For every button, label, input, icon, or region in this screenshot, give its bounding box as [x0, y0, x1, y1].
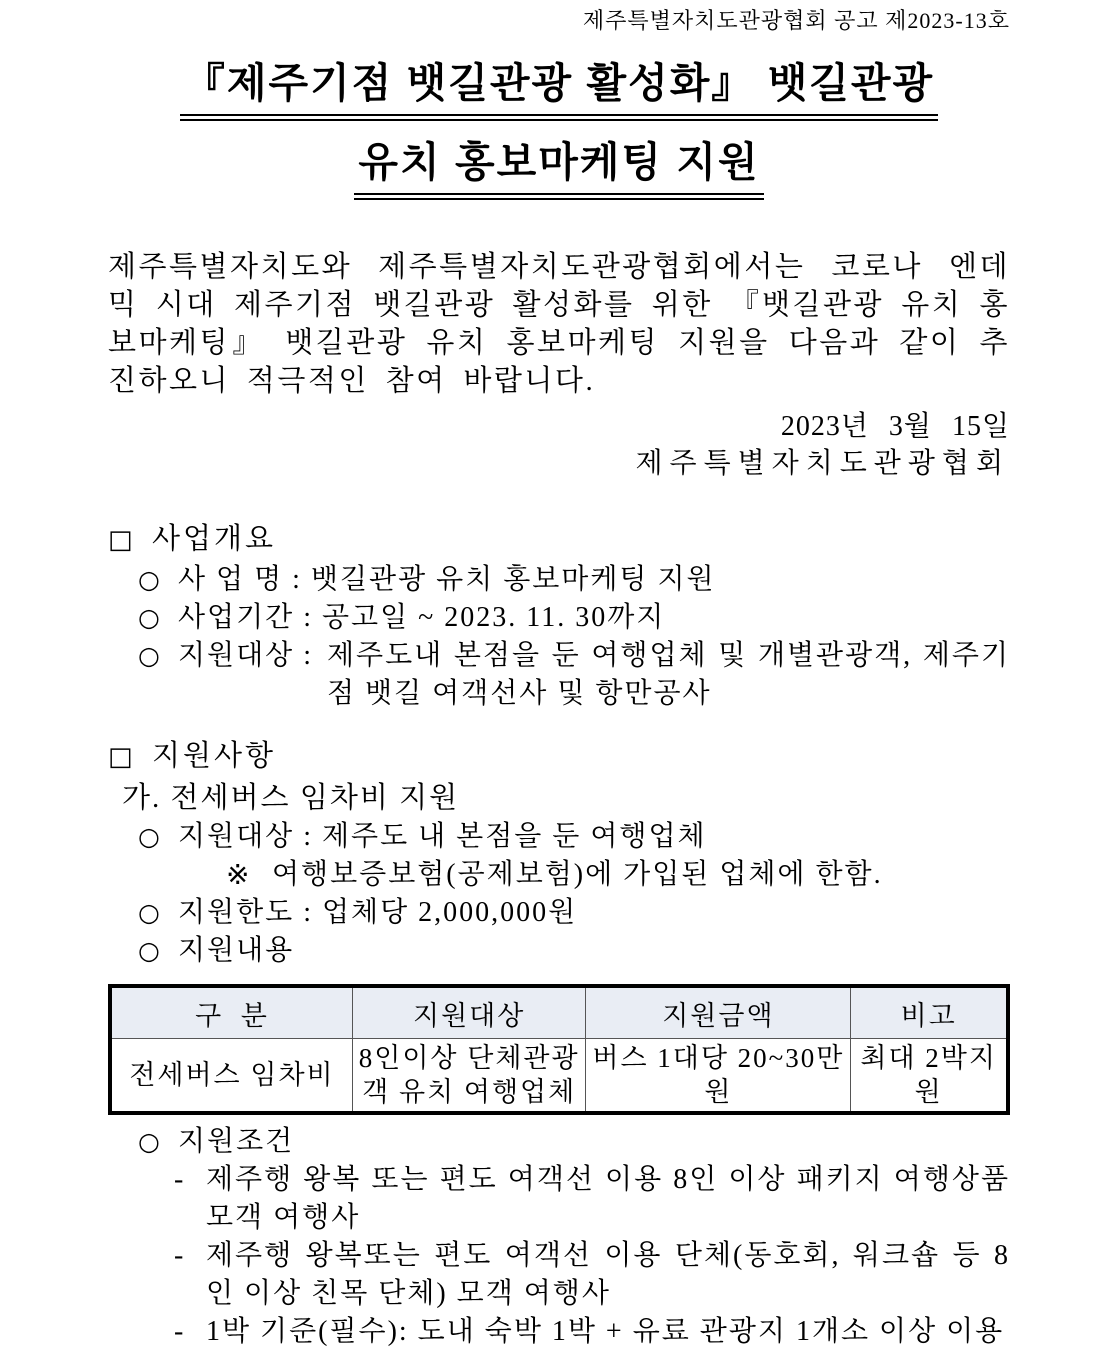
organization-name: 제주특별자치도관광협회: [635, 448, 1010, 479]
support-item-target-text: 지원대상 : 제주도 내 본점을 둔 여행업체: [178, 821, 707, 852]
circle-bullet-icon: ○: [138, 641, 162, 670]
section-support-title: 지원사항: [152, 740, 277, 772]
col-header-category: 구 분: [110, 986, 352, 1039]
intro-paragraph: 제주특별자치도와 제주특별자치도관광협회에서는 코로나 엔데믹 시대 제주기점 뱃길관광 활성화를 위한 『뱃길관광 유치 홍보마케팅』 뱃길관광 유치 홍보마케팅 지원을 다음과 같이 추진하오니 적극적인 참여 바랍니다.: [108, 251, 1010, 397]
support-note-insurance-text: 여행보증보험(공제보험)에 가입된 업체에 한함.: [272, 859, 883, 890]
circle-bullet-icon: ○: [138, 1127, 162, 1156]
circle-bullet-icon: ○: [138, 603, 162, 632]
support-item-target: [138, 818, 1010, 856]
support-item-limit: [138, 894, 1010, 932]
condition-item-group: [174, 1237, 1010, 1313]
notice-number: 제주특별자치도관광협회 공고 제2023-13호: [582, 8, 1010, 33]
table-header-row: [110, 986, 1008, 1039]
condition-item-overnight: [174, 1313, 1010, 1351]
overview-item-project-name-text: 사 업 명 : 뱃길관광 유치 홍보마케팅 지원: [178, 564, 716, 595]
signature-block: [108, 408, 1010, 482]
condition-item-overnight-text: 1박 기준(필수): 도내 숙박 1박 + 유료 관광지 1개소 이상 이용: [206, 1316, 1005, 1347]
dash-bullet-icon: -: [174, 1240, 186, 1271]
support-item-limit-text: 지원한도 : 업체당 2,000,000원: [178, 897, 578, 928]
condition-item-group-text: 제주행 왕복또는 편도 여객선 이용 단체(동호회, 워크숍 등 8인 이상 친목 단체) 모객 여행사: [206, 1240, 1010, 1309]
section-overview-title: 사업개요: [152, 523, 277, 555]
document-title-line-2: 유치 홍보마케팅 지원: [354, 129, 763, 200]
document-title-row-1: [108, 50, 1010, 121]
circle-bullet-icon: ○: [138, 898, 162, 927]
cell-amount: 버스 1대당 20~30만원: [586, 1039, 851, 1114]
announcement-date: 2023년 3월 15일: [780, 411, 1010, 442]
subsection-bus-rental-heading: [122, 778, 1010, 818]
circle-bullet-icon: ○: [138, 822, 162, 851]
table-row: [110, 1039, 1008, 1114]
square-bullet-icon: □: [108, 742, 136, 772]
overview-item-project-name: [138, 561, 1010, 599]
support-item-conditions: [138, 1123, 1010, 1161]
support-item-details: [138, 932, 1010, 970]
overview-item-target-label: 지원대상 :: [178, 640, 313, 671]
col-header-note: 비고: [851, 986, 1008, 1039]
cell-category: 전세버스 임차비: [110, 1039, 352, 1114]
condition-item-package-text: 제주행 왕복 또는 편도 여객선 이용 8인 이상 패키지 여행상품 모객 여행사: [206, 1164, 1010, 1233]
subsection-bus-rental-title: 가. 전세버스 임차비 지원: [122, 782, 460, 814]
overview-item-period-text: 사업기간 : 공고일 ~ 2023. 11. 30까지: [178, 602, 666, 633]
overview-item-target: [138, 637, 1010, 713]
overview-item-target-text: 제주도내 본점을 둔 여행업체 및 개별관광객, 제주기점 뱃길 여객선사 및 항만공사: [326, 640, 1010, 709]
support-details-table: [108, 984, 1010, 1115]
support-item-details-text: 지원내용: [178, 935, 295, 966]
circle-bullet-icon: ○: [138, 936, 162, 965]
document-title-line-1: 『제주기점 뱃길관광 활성화』 뱃길관광: [180, 50, 938, 121]
section-support-heading: [108, 735, 1010, 778]
support-note-insurance: [226, 856, 1010, 894]
dash-bullet-icon: -: [174, 1316, 186, 1347]
cell-target: 8인이상 단체관광객 유치 여행업체: [352, 1039, 585, 1114]
square-bullet-icon: □: [108, 525, 136, 555]
section-overview-heading: [108, 518, 1010, 561]
cell-note: 최대 2박지원: [851, 1039, 1008, 1114]
circle-bullet-icon: ○: [138, 565, 162, 594]
col-header-amount: 지원금액: [586, 986, 851, 1039]
document-title: [108, 50, 1010, 200]
document-title-row-2: [108, 129, 1010, 200]
reference-mark-icon: ※: [226, 858, 252, 891]
support-item-conditions-title: 지원조건: [178, 1126, 295, 1157]
condition-item-package: [174, 1161, 1010, 1237]
overview-item-period: [138, 599, 1010, 637]
col-header-target: 지원대상: [352, 986, 585, 1039]
dash-bullet-icon: -: [174, 1164, 186, 1195]
